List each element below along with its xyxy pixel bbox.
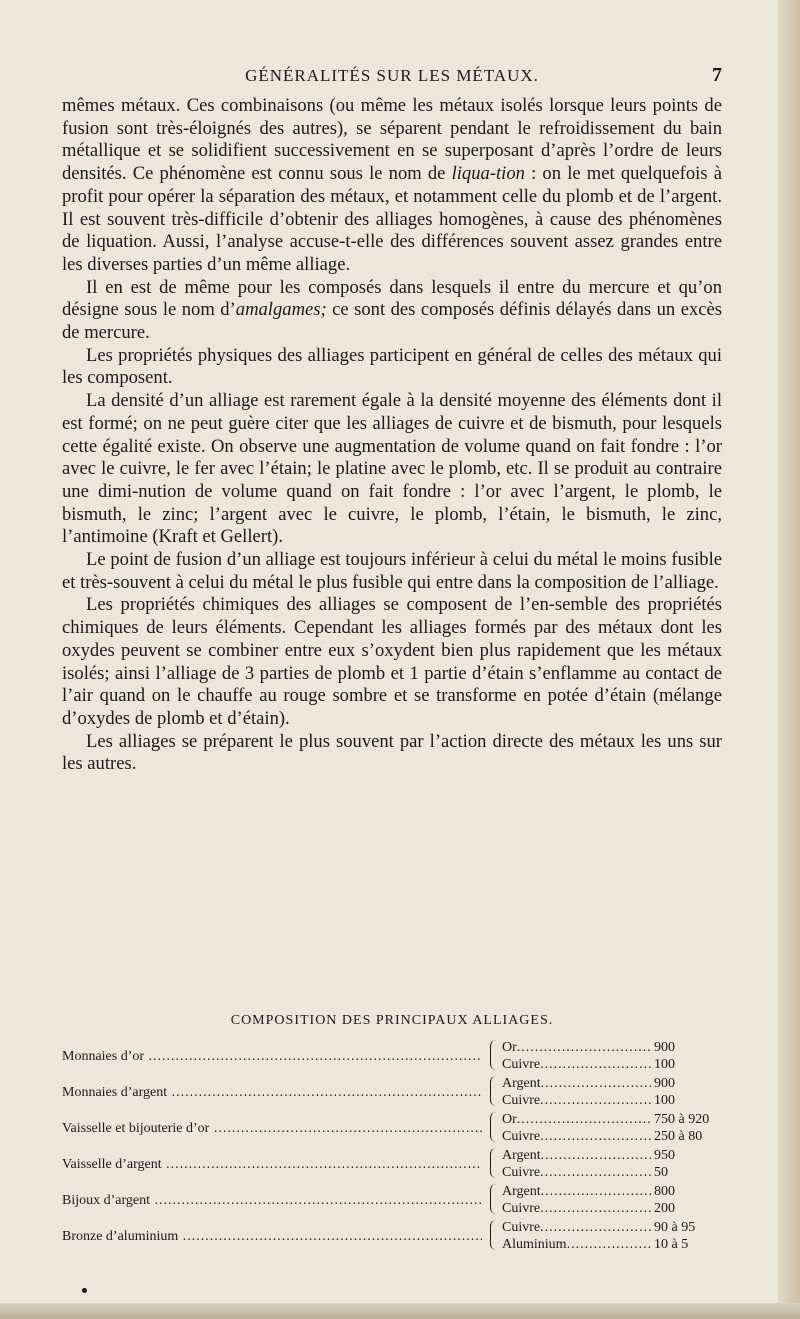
- paragraph: Les propriétés physiques des alliages participent en général de celles des métaux qui les composent.: [62, 344, 722, 389]
- paragraph: Les propriétés chimiques des alliages se composent de l’en-semble des propriétés chimiques de leurs éléments. Cependant les alliages formés par des métaux dont les oxydes peuvent se combiner entre eux s’oxydent bien plus rapidement que les métaux isolés; ainsi l’alliage de 3 parties de plomb et 1 partie d’étain s’enflamme au contact de l’air quand on le chauffe au rouge sombre et se transforme en potée d’étain (mélange d’oxydes de plomb et d’étain).: [62, 594, 722, 729]
- bottom-shadow-band: [0, 1303, 800, 1319]
- brace: [490, 1112, 499, 1142]
- component-amount: 950: [654, 1148, 675, 1163]
- component: Aluminium .....: [502, 1237, 652, 1254]
- component-amount: 250 à 80: [654, 1129, 703, 1144]
- emphasis-term: amalgames;: [235, 299, 327, 321]
- table-row: [62, 1148, 722, 1184]
- component: Argent .....: [502, 1148, 652, 1165]
- component-amount: 90 à 95: [654, 1220, 696, 1235]
- table-row: [62, 1184, 722, 1220]
- page-edge-line: [786, 0, 788, 1319]
- page-edge: [778, 0, 800, 1319]
- component: Or .....: [502, 1112, 652, 1129]
- alloy-name: Vaisselle d’argent .....: [62, 1157, 482, 1173]
- paragraph: mêmes métaux. Ces combinaisons (ou même les métaux isolés lorsque leurs points de fusion sont très-éloignés des autres), se séparent pendant le refroidissement du bain métallique et se solidifient successivement en se superposant d’après l’ordre de leurs densités. Ce phénomène est connu sous le nom de liqua-tion : on le met quelquefois à profit pour opérer la séparation des métaux, et notamment celle du plomb et de l’argent. Il est souvent très-difficile d’obtenir des alliages homogènes, à cause des phénomènes de liquation. Aussi, l’analyse accuse-t-elle des différences souvent assez grandes entre les diverses parties d’un même alliage.: [62, 95, 722, 275]
- component: Cuivre .....: [502, 1201, 652, 1218]
- brace: [490, 1184, 499, 1214]
- component-amount: 100: [654, 1093, 675, 1108]
- alloy-table: [62, 1040, 722, 1256]
- component-amount: 800: [654, 1184, 675, 1199]
- component-amount: 200: [654, 1201, 675, 1216]
- paragraph: La densité d’un alliage est rarement égale à la densité moyenne des éléments dont il est formé; on ne peut guère citer que les alliages de cuivre et de bismuth, pour lesquels cette égalité existe. On observe une augmentation de volume quand on fait fondre : l’or avec le cuivre, le fer avec l’étain; le platine avec le plomb, etc. Il se produit au contraire une dimi-nution de volume quand on fait fondre : l’or avec l’argent, le plomb, le bismuth, le zinc; l’argent avec le cuivre, le plomb, l’étain, le bismuth, le zinc, l’antimoine (Kraft et Gellert).: [62, 390, 722, 548]
- table-row: [62, 1220, 722, 1256]
- table-title: COMPOSITION DES PRINCIPAUX ALLIAGES.: [230, 1013, 554, 1028]
- component-amount: 900: [654, 1076, 675, 1091]
- component: Argent .....: [502, 1184, 652, 1201]
- component-amount: 50: [654, 1165, 668, 1180]
- alloy-name: Bronze d’aluminium .....: [62, 1229, 482, 1245]
- page-header: [62, 64, 722, 92]
- table-row: [62, 1040, 722, 1076]
- table-row: [62, 1112, 722, 1148]
- brace: [490, 1040, 499, 1070]
- alloy-name: Monnaies d’argent .....: [62, 1085, 482, 1101]
- brace: [490, 1076, 499, 1106]
- component: Cuivre .....: [502, 1057, 652, 1074]
- alloy-name: Bijoux d’argent .....: [62, 1193, 482, 1209]
- paragraph: Les alliages se préparent le plus souvent par l’action directe des métaux les uns sur les autres.: [62, 730, 722, 775]
- component: Cuivre .....: [502, 1165, 652, 1182]
- component-amount: 10 à 5: [654, 1237, 689, 1252]
- alloy-name: Vaisselle et bijouterie d’or .....: [62, 1121, 482, 1137]
- component: Cuivre .....: [502, 1220, 652, 1237]
- component: Cuivre .....: [502, 1093, 652, 1110]
- component: Cuivre .....: [502, 1129, 652, 1146]
- running-title: GÉNÉRALITÉS SUR LES MÉTAUX.: [245, 66, 539, 85]
- alloy-name: Monnaies d’or .....: [62, 1049, 482, 1065]
- component-amount: 750 à 920: [654, 1112, 710, 1127]
- component: Or .....: [502, 1040, 652, 1057]
- table-row: [62, 1076, 722, 1112]
- emphasis-term: liqua-tion: [451, 163, 525, 185]
- component: Argent .....: [502, 1076, 652, 1093]
- brace: [490, 1220, 499, 1250]
- body-text: [62, 95, 722, 776]
- page-number: 7: [712, 64, 722, 86]
- bullet-mark: [82, 1288, 87, 1293]
- paragraph: Il en est de même pour les composés dans lesquels il entre du mercure et qu’on désigne sous le nom d’amalgames; ce sont des composés définis délayés dans un excès de mercure.: [62, 276, 722, 344]
- paragraph: Le point de fusion d’un alliage est toujours inférieur à celui du métal le moins fusible et très-souvent à celui du métal le plus fusible qui entre dans la composition de l’alliage.: [62, 549, 722, 593]
- brace: [490, 1148, 499, 1178]
- component-amount: 900: [654, 1040, 675, 1055]
- component-amount: 100: [654, 1057, 675, 1072]
